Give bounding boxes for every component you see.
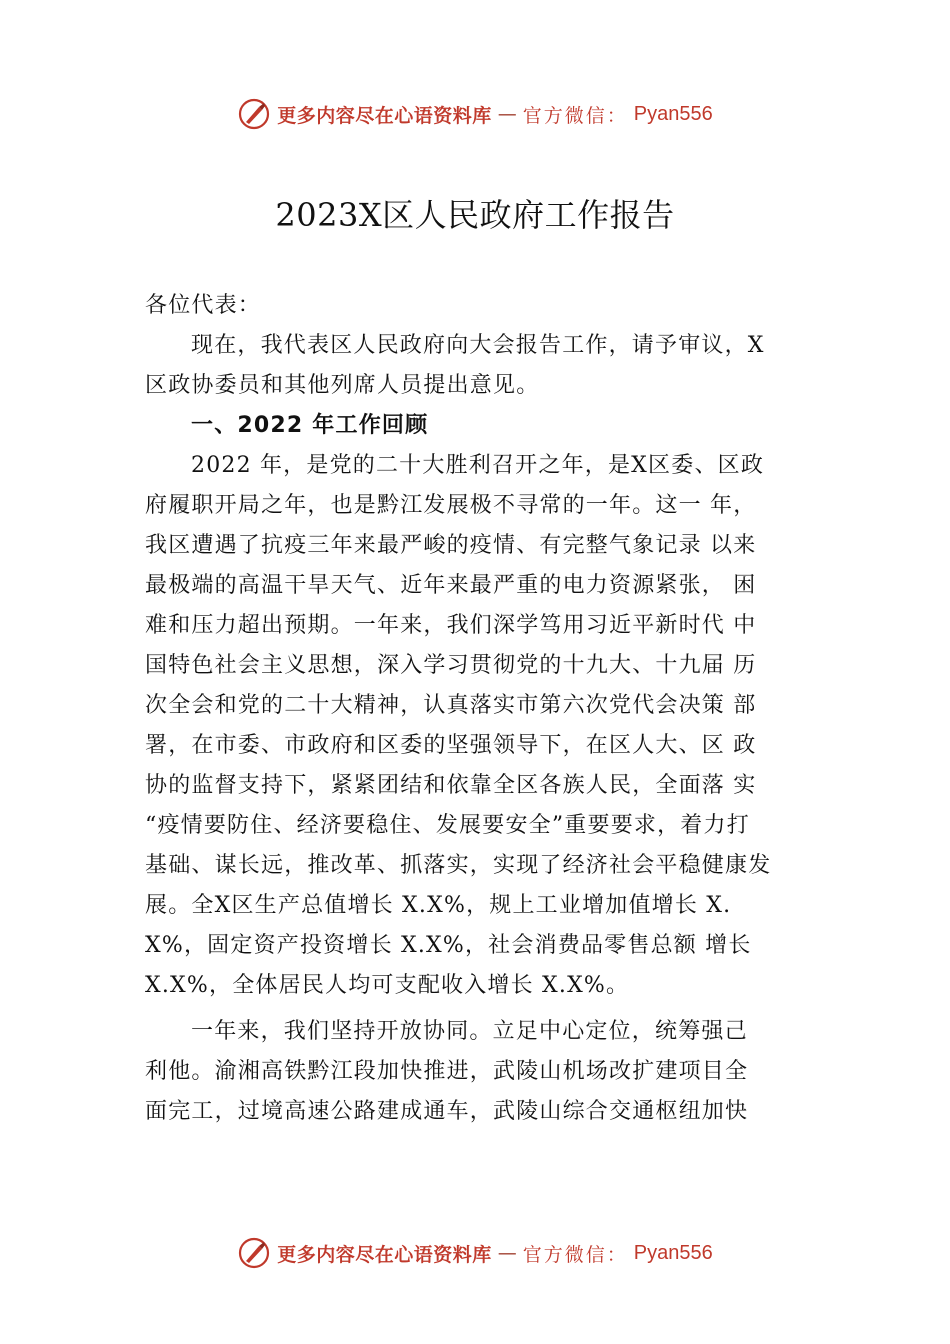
document-title: 2023X区人民政府工作报告 (275, 196, 675, 234)
paragraph-line: 利他。渝湘高铁黔江段加快推进，武陵山机场改扩建项目全 (145, 1059, 749, 1084)
paragraph-line: 一年来，我们坚持开放协同。立足中心定位，统筹强己 (191, 1019, 748, 1044)
watermark-wechat-label: 官方微信： (522, 104, 628, 127)
paragraph-line: 协的监督支持下，紧紧团结和依靠全区各族人民，全面落 实 (145, 773, 757, 798)
salutation: 各位代表： (145, 293, 262, 318)
paragraph-line: 国特色社会主义思想，深入学习贯彻党的十九大、十九届 历 (145, 653, 757, 678)
header-watermark (0, 92, 950, 136)
watermark-dash: — (497, 1242, 517, 1264)
paragraph-line: 府履职开局之年，也是黔江发展极不寻常的一年。这一 年， (145, 493, 757, 518)
paragraph-line: X.X%，全体居民人均可支配收入增长 X.X%。 (145, 973, 630, 998)
quill-pen-icon (237, 97, 271, 131)
watermark-brand: 更多内容尽在心语资料库 (277, 1243, 492, 1266)
paragraph-line: 我区遭遇了抗疫三年来最严峻的疫情、有完整气象记录 以来 (145, 533, 757, 558)
watermark-wechat-id: Pyan556 (633, 102, 713, 125)
paragraph-line: 面完工，过境高速公路建成通车，武陵山综合交通枢纽加快 (145, 1099, 749, 1124)
paragraph-line: “疫情要防住、经济要稳住、发展要安全”重要要求，着力打 (145, 813, 750, 838)
watermark-brand: 更多内容尽在心语资料库 (277, 104, 492, 127)
paragraph-line: 2022 年，是党的二十大胜利召开之年，是X区委、区政 (191, 453, 765, 478)
paragraph-line: 署，在市委、市政府和区委的坚强领导下，在区人大、区 政 (145, 733, 757, 758)
watermark-wechat-label: 官方微信： (522, 1243, 628, 1266)
paragraph-line: X%，固定资产投资增长 X.X%，社会消费品零售总额 增长 (145, 933, 752, 958)
paragraph-line: 最极端的高温干旱天气、近年来最严重的电力资源紧张， 困 (145, 573, 757, 598)
paragraph-line: 展。全X区生产总值增长 X.X%，规上工业增加值增长 X. (145, 893, 732, 918)
intro-line: 现在，我代表区人民政府向大会报告工作，请予审议，X (191, 333, 765, 358)
document-body (145, 286, 835, 1132)
quill-pen-icon (237, 1236, 271, 1270)
footer-watermark (0, 1231, 950, 1275)
paragraph-line: 难和压力超出预期。一年来，我们深学笃用习近平新时代 中 (145, 613, 757, 638)
paragraph-line: 基础、谋长远，推改革、抓落实，实现了经济社会平稳健康发 (145, 853, 772, 878)
intro-line: 区政协委员和其他列席人员提出意见。 (145, 373, 540, 398)
section-heading: 一、2022 年工作回顾 (191, 413, 429, 438)
paragraph-line: 次全会和党的二十大精神，认真落实市第六次党代会决策 部 (145, 693, 757, 718)
watermark-wechat-id: Pyan556 (633, 1241, 713, 1264)
watermark-dash: — (497, 103, 517, 125)
